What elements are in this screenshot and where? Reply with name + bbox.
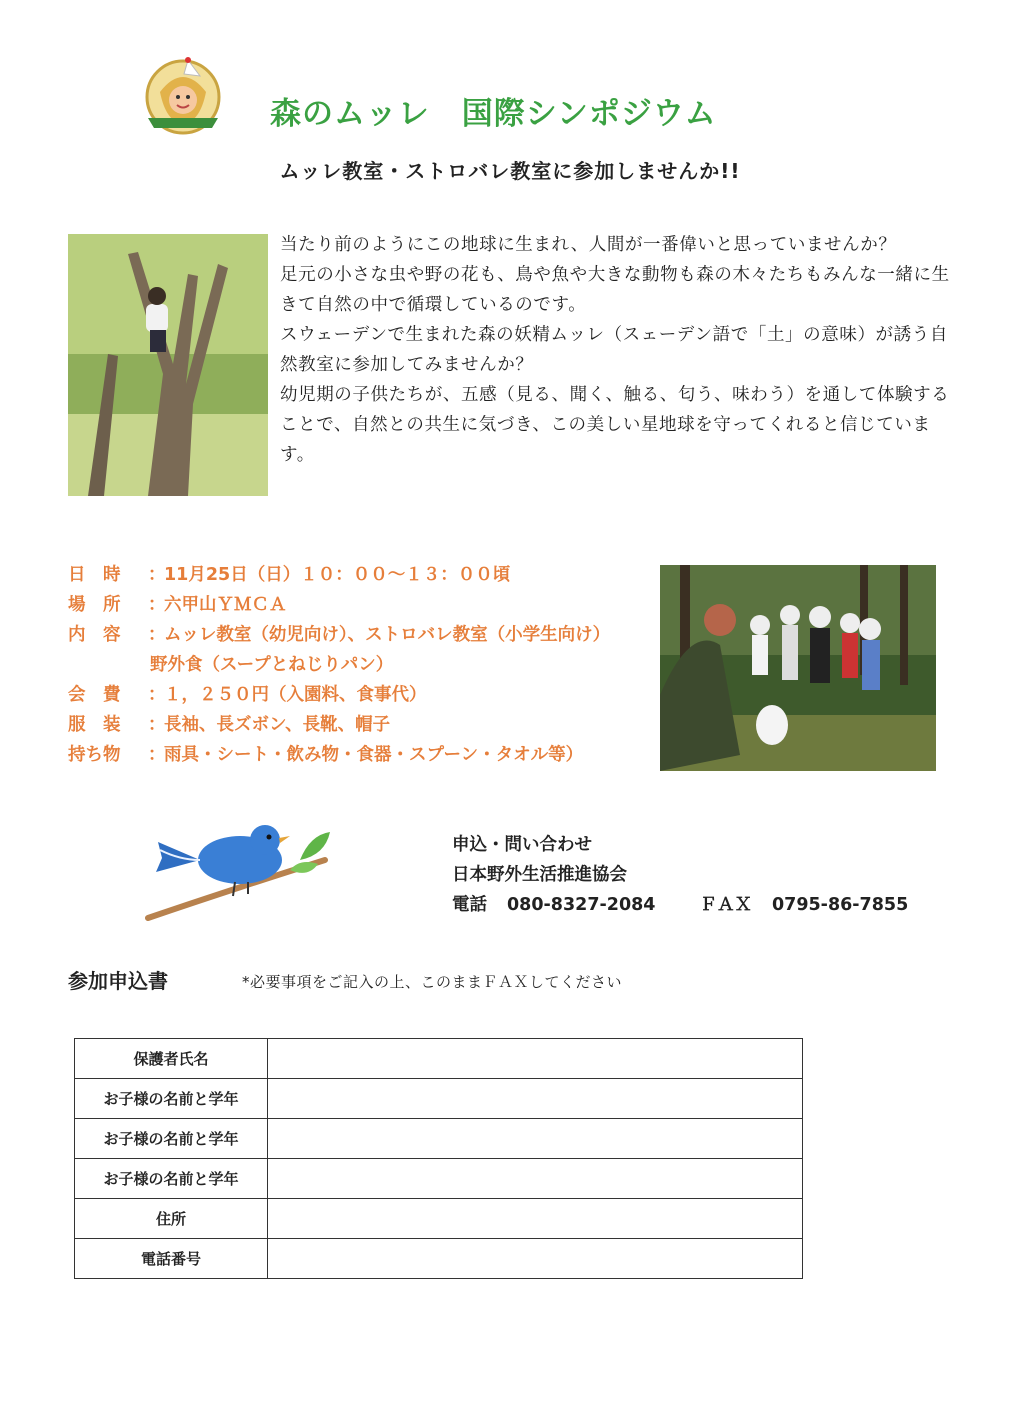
detail-label: 会 費 [68,685,121,705]
contact-organization: 日本野外生活推進協会 [452,865,627,885]
table-row [75,1079,803,1119]
table-row [75,1239,803,1279]
children-forest-photo [660,565,936,771]
intro-text [280,230,960,470]
detail-value: 野外食（スープとねじりパン） [150,655,394,675]
bluebird-illustration [140,820,335,925]
field-label: 電話番号 [75,1239,268,1279]
detail-value: 雨具・シート・飲み物・食器・スプーン・タオル等） [164,745,584,765]
child-in-tree-photo [68,234,268,496]
table-row [75,1199,803,1239]
table-row [75,1119,803,1159]
intro-paragraph: 当たり前のようにこの地球に生まれ、人間が一番偉いと思っていませんか？ [280,235,897,255]
field-label: お子様の名前と学年 [75,1159,268,1199]
detail-items: 持ち物 ： 雨具・シート・飲み物・食器・スプーン・タオル等） [68,740,668,770]
contact-numbers [452,890,972,920]
tel-number: 080-8327-2084 [507,895,656,915]
page-subtitle: ムッレ教室・ストロバレ教室に参加しませんか!! [279,159,741,183]
table-row [75,1159,803,1199]
table-row [75,1039,803,1079]
fax-number: 0795-86-7855 [771,895,909,915]
detail-value: 11月25日（日）１０：００～１３：００頃 [164,565,511,585]
page-title: 森のムッレ 国際シンポジウム [270,96,717,132]
detail-label: 場 所 [68,595,121,615]
fax-label: ＦＡＸ [699,895,752,915]
contact-info [452,830,972,920]
detail-fee: 会 費 ： １，２５０円（入園料、食事代） [68,680,668,710]
detail-place: 場 所 ： 六甲山ＹＭＣＡ [68,590,668,620]
detail-content-2 [68,650,668,680]
intro-paragraph: スウェーデンで生まれた森の妖精ムッレ（スェーデン語で「土」の意味）が誘う自然教室に参加してみませんか？ [280,325,948,375]
form-note: *必要事項をご記入の上、このままＦＡＸしてください [242,973,623,991]
detail-value: 六甲山ＹＭＣＡ [164,595,287,615]
guardian-name-field[interactable] [268,1039,803,1079]
field-label: お子様の名前と学年 [75,1119,268,1159]
child-name-grade-field[interactable] [268,1159,803,1199]
field-label: お子様の名前と学年 [75,1079,268,1119]
detail-label: 持ち物 [68,745,121,765]
detail-clothing: 服 装 ： 長袖、長ズボン、長靴、帽子 [68,710,668,740]
child-name-grade-field[interactable] [268,1079,803,1119]
event-details [68,560,668,770]
field-label: 保護者氏名 [75,1039,268,1079]
contact-heading: 申込・問い合わせ [452,835,592,855]
intro-paragraph: 幼児期の子供たちが、五感（見る、聞く、触る、匂う、味わう）を通して体験することで、自然との共生に気づき、この美しい星地球を守ってくれると信じています。 [280,385,950,465]
detail-date: 日 時 ： 11月25日（日）１０：００～１３：００頃 [68,560,668,590]
detail-label: 服 装 [68,715,121,735]
field-label: 住所 [75,1199,268,1239]
phone-number-field[interactable] [268,1239,803,1279]
address-field[interactable] [268,1199,803,1239]
form-title: 参加申込書 [68,969,168,993]
detail-content: 内 容 ： ムッレ教室（幼児向け）、ストロバレ教室（小学生向け） [68,620,668,650]
detail-value: ムッレ教室（幼児向け）、ストロバレ教室（小学生向け） [164,625,611,645]
application-form-table [74,1038,803,1279]
child-name-grade-field[interactable] [268,1119,803,1159]
tel-label: 電話 [452,895,487,915]
detail-value: 長袖、長ズボン、長靴、帽子 [164,715,391,735]
detail-label: 日 時 [68,565,121,585]
intro-paragraph: 足元の小さな虫や野の花も、鳥や魚や大きな動物も森の木々たちもみんな一緒に生きて自然の中で循環しているのです。 [280,265,950,315]
detail-label: 内 容 [68,625,121,645]
detail-value: １，２５０円（入園料、食事代） [164,685,427,705]
mulle-logo [140,52,226,138]
